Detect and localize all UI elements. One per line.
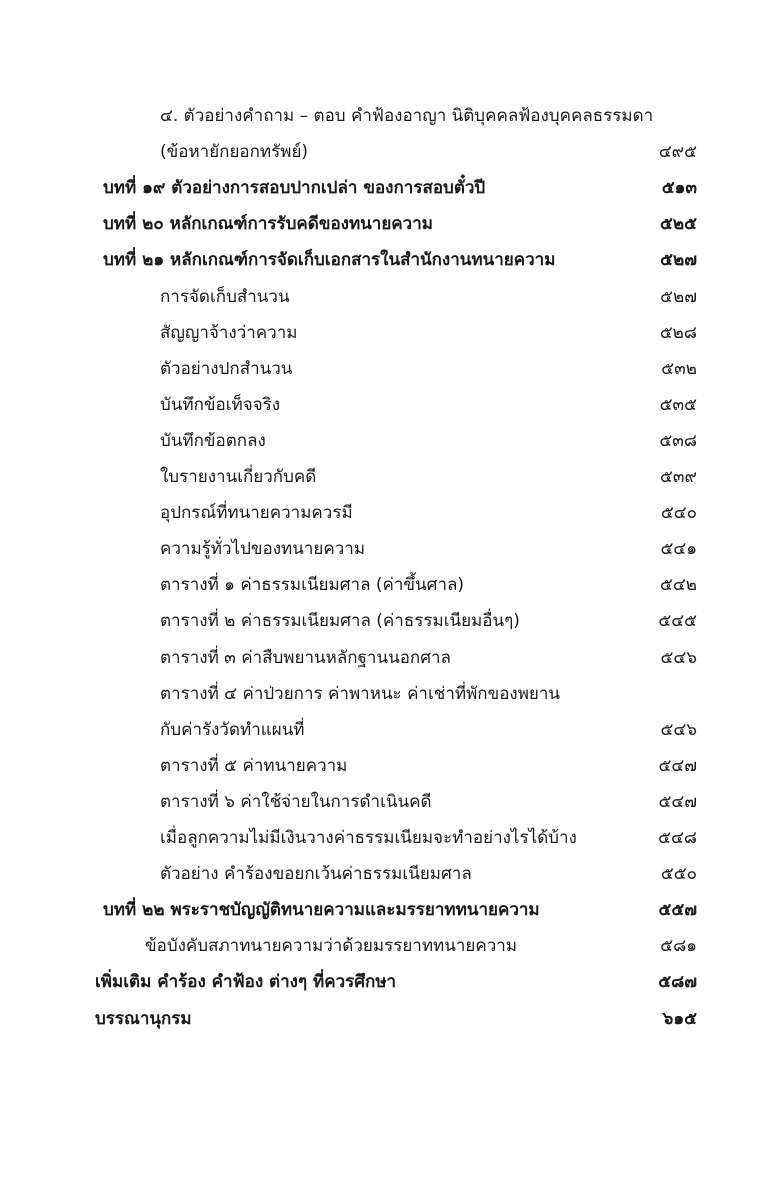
toc-entry-page-number: ๕๘๗: [658, 972, 697, 992]
toc-entry: [0, 170, 767, 206]
toc-entry-page-number: ๕๒๗: [660, 287, 697, 307]
toc-entry: [0, 856, 767, 892]
toc-entry-title: ตารางที่ ๒ ค่าธรรมเนียมศาล (ค่าธรรมเนียมอื่นๆ): [160, 611, 520, 631]
toc-entry-page-number: ๕๔๘: [658, 828, 697, 848]
toc-entry: [0, 676, 767, 712]
toc-entry-title: ตัวอย่าง คำร้องขอยกเว้นค่าธรรมเนียมศาล: [160, 864, 472, 884]
toc-entry-page-number: ๕๘๑: [660, 936, 697, 956]
toc-entry-title: บันทึกข้อตกลง: [160, 431, 266, 451]
toc-entry: [0, 784, 767, 820]
toc-entry: [0, 242, 767, 278]
toc-entry-title: การจัดเก็บสำนวน: [160, 287, 290, 307]
toc-entry-page-number: ๔๙๕: [658, 142, 697, 162]
toc-entry: [0, 531, 767, 567]
toc-entry: [0, 315, 767, 351]
toc-entry-page-number: ๕๕๐: [660, 864, 697, 884]
toc-entry-page-number: ๕๓๘: [659, 431, 697, 451]
toc-entry: [0, 206, 767, 242]
toc-entry: [0, 820, 767, 856]
toc-entry-title: ๔. ตัวอย่างคำถาม – ตอบ คำฟ้องอาญา นิติบุคคลฟ้องบุคคลธรรมดา: [160, 106, 654, 126]
toc-entry-title: สัญญาจ้างว่าความ: [160, 323, 298, 343]
toc-entry-page-number: ๕๔๗: [658, 756, 697, 776]
toc-entry-page-number: ๕๔๗: [658, 792, 697, 812]
toc-entry-title: ตารางที่ ๓ ค่าสืบพยานหลักฐานนอกศาล: [160, 648, 451, 668]
toc-entry-page-number: ๕๕๗: [658, 900, 697, 920]
toc-entry-title: บทที่ ๑๙ ตัวอย่างการสอบปากเปล่า ของการสอบตั๋วปี: [103, 178, 486, 198]
toc-entry: [0, 1001, 767, 1037]
toc-entry: [0, 279, 767, 315]
toc-entry-page-number: ๕๔๒: [660, 575, 697, 595]
toc-entry-title: เมื่อลูกความไม่มีเงินวางค่าธรรมเนียมจะทำอย่างไรได้บ้าง: [160, 828, 577, 848]
toc-entry-page-number: ๕๑๓: [661, 178, 697, 198]
toc-entry: [0, 964, 767, 1000]
toc-entry-page-number: ๖๑๕: [662, 1009, 697, 1029]
toc-entry-title: บทที่ ๒๒ พระราชบัญญัติทนายความและมรรยาททนายความ: [103, 900, 540, 920]
toc-entry: [0, 567, 767, 603]
toc-entry-title: ตารางที่ ๑ ค่าธรรมเนียมศาล (ค่าขึ้นศาล): [160, 575, 465, 595]
toc-entry: [0, 495, 767, 531]
toc-entry-page-number: ๕๔๖: [660, 720, 697, 740]
toc-entry-title: ตารางที่ ๔ ค่าป่วยการ ค่าพาหนะ ค่าเช่าที่พักของพยาน: [160, 684, 561, 704]
toc-entry-page-number: ๕๓๕: [659, 395, 697, 415]
toc-entry-title: ใบรายงานเกี่ยวกับคดี: [160, 467, 317, 487]
toc-entry-title: อุปกรณ์ที่ทนายความควรมี: [160, 503, 353, 523]
toc-entry: [0, 134, 767, 170]
toc-entry-page-number: ๕๓๒: [661, 359, 697, 379]
toc-entry-title: ตัวอย่างปกสำนวน: [160, 359, 293, 379]
toc-entry: [0, 387, 767, 423]
toc-entry: [0, 712, 767, 748]
toc-entry-page-number: ๕๒๗: [660, 250, 697, 270]
toc-entry-title: บันทึกข้อเท็จจริง: [160, 395, 281, 415]
toc-entry-page-number: ๕๔๕: [658, 611, 697, 631]
toc-entry-title: ตารางที่ ๕ ค่าทนายความ: [160, 756, 348, 776]
toc-entry-title: เพิ่มเติม คำร้อง คำฟ้อง ต่างๆ ที่ควรศึกษา: [95, 972, 397, 992]
toc-entry: [0, 748, 767, 784]
toc-entry-page-number: ๕๒๘: [659, 323, 697, 343]
toc-entry: [0, 603, 767, 639]
toc-entry: [0, 423, 767, 459]
toc-entry-title: ความรู้ทั่วไปของทนายความ: [160, 539, 366, 559]
toc-entry-title: บทที่ ๒๑ หลักเกณฑ์การจัดเก็บเอกสารในสำนักงานทนายความ: [103, 250, 556, 270]
toc-entry: [0, 98, 767, 134]
toc-entry-title: ตารางที่ ๖ ค่าใช้จ่ายในการดำเนินคดี: [160, 792, 432, 812]
toc-entry-title: กับค่ารังวัดทำแผนที่: [160, 720, 305, 740]
toc-entry-page-number: ๕๔๖: [660, 648, 697, 668]
toc-entry: [0, 640, 767, 676]
toc-entry: [0, 459, 767, 495]
toc-entry-page-number: ๕๓๙: [660, 467, 697, 487]
toc-entry-title: บรรณานุกรม: [95, 1009, 192, 1029]
toc-entry-page-number: ๕๒๕: [660, 214, 697, 234]
toc-entry: [0, 892, 767, 928]
toc-entry-page-number: ๕๔๐: [660, 503, 697, 523]
toc-entry-title: ข้อบังคับสภาทนายความว่าด้วยมรรยาททนายความ: [145, 936, 518, 956]
toc-entry: [0, 928, 767, 964]
toc-entry-page-number: ๕๔๑: [660, 539, 697, 559]
toc-entry-title: บทที่ ๒๐ หลักเกณฑ์การรับคดีของทนายความ: [103, 214, 433, 234]
toc-entry: [0, 351, 767, 387]
toc-entry-title: (ข้อหายักยอกทรัพย์): [160, 142, 309, 162]
